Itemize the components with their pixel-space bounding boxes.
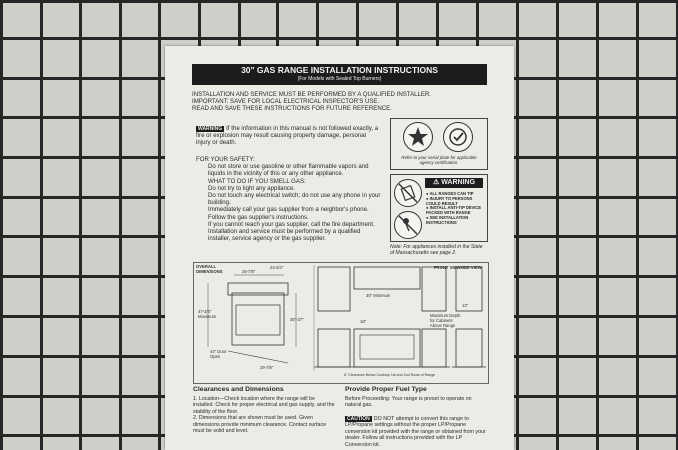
page-subtitle: (For Models with Sealed Top Burners) (297, 76, 382, 82)
safety-item: WHAT TO DO IF YOU SMELL GAS: (208, 177, 306, 185)
safety-item: Do not store or use gasoline or other flammable vapors and liquids in the vicinity of this or any other appliance. (208, 163, 369, 178)
clearance-item: 2. Dimensions that are shown must be used. Given dimensions provide minimum clearance. Contact surface must be solid and level. (193, 415, 327, 435)
tip-item: ● INJURY TO PERSONS COULD RESULT (426, 195, 473, 206)
fuel-text: Before Proceeding: Your range is preset to operate on natural gas. (345, 396, 472, 409)
grid-line-horizontal (0, 37, 678, 40)
overall-label: OVERALL DIMENSIONS (196, 264, 223, 274)
safety-heading: FOR YOUR SAFETY: (196, 156, 255, 163)
diagram-footnote: 6" Clearance Below Cooktop 1st and 2nd Rows of Range (344, 373, 436, 377)
tip-item-text: SEE INSTALLATION INSTRUCTIONS (426, 214, 469, 225)
safety-item: Do not touch any electrical switch; do not use any phone in your building. (208, 192, 381, 207)
warning-label: WARNING (198, 126, 223, 132)
safety-item: Immediately call your gas supplier from a neighbor's phone. Follow the gas supplier's instructions. (208, 206, 369, 221)
grid-line-vertical (40, 0, 43, 450)
dim-label: 29-7/8" (260, 365, 274, 370)
tip-list (426, 192, 486, 226)
page-title: 30" GAS RANGE INSTALLATION INSTRUCTIONS (241, 65, 438, 75)
grid-line-vertical (516, 0, 519, 450)
safety-item: If you cannot reach your gas supplier, call the fire department. (208, 220, 375, 228)
dim-label: 18" (360, 319, 367, 324)
warning-block (196, 125, 381, 147)
caution-text: DO NOT attempt to convert this range to LP/Propane settings without the proper LP/Propane conversion kit provided with the range or obtained from your dealer. Follow all instructions provided with the LP Conversion kit. (345, 416, 486, 448)
clearances-heading: Clearances and Dimensions (193, 386, 284, 393)
star-seal-icon (403, 122, 433, 152)
safety-item: Installation and service must be performed by a qualified installer, service agency or the gas supplier. (208, 228, 361, 243)
tip-item: ● INSTALL ANTI-TIP DEVICE PACKED WITH RANGE (426, 205, 482, 216)
massachusetts-note: Note: For appliances installed in the State of Massachusetts see page 2. (390, 244, 483, 256)
safety-block (196, 156, 381, 242)
dim-label: 30" Minimum (366, 293, 391, 298)
tip-warning-box (390, 174, 488, 242)
tip-warning-label: ⚠ WARNING (425, 178, 483, 188)
certification-box (390, 118, 488, 170)
dim-label: 23-3/4" (270, 265, 284, 270)
grid-line-vertical (596, 0, 599, 450)
tip-icon (394, 179, 422, 207)
title-banner (192, 64, 487, 85)
intro-line: INSTALLATION AND SERVICE MUST BE PERFORMED BY A QUALIFIED INSTALLER. (192, 91, 432, 98)
clearance-item-text: Location—Check location where the range will be installed. Check for proper electrical and gas supply, and the stability of the floor. (193, 396, 335, 415)
safety-item: Do not try to light any appliance. (208, 184, 296, 192)
grid-line-vertical (0, 0, 3, 450)
grid-line-horizontal (0, 0, 678, 3)
dim-label: Maximum Depth for Cabinets Above Range (430, 313, 461, 328)
grid-line-vertical (79, 0, 82, 450)
caution-label: CAUTION (347, 416, 370, 422)
intro-line: READ AND SAVE THESE INSTRUCTIONS FOR FUTURE REFERENCE. (192, 105, 392, 113)
grid-line-vertical (158, 0, 161, 450)
side-view-label: SIDE VIEW (460, 265, 482, 270)
tip-item: ● ALL RANGES CAN TIP (426, 191, 474, 196)
dim-label: 44" Door Open (210, 349, 227, 359)
dimensions-diagram (193, 262, 489, 384)
tip-item-text: INSTALL ANTI-TIP DEVICE PACKED WITH RANGE (426, 205, 482, 216)
tip-item: ● SEE INSTALLATION INSTRUCTIONS (426, 214, 469, 225)
caution-block (345, 416, 487, 448)
clearance-item-text: Dimensions that are shown must be used. Given dimensions provide minimum clearance. Contact surface must be solid and level. (193, 415, 327, 435)
cert-seal-icon (443, 122, 473, 152)
cert-note: Refer to your serial plate for applicable agency certification. (401, 155, 477, 165)
intro-line: IMPORTANT: SAVE FOR LOCAL ELECTRICAL INSPECTOR'S USE. (192, 98, 380, 106)
clearance-item: 1. Location—Check location where the range will be installed. Check for proper electrical and gas supply, and the stability of the floor. (193, 396, 335, 415)
grid-line-vertical (556, 0, 559, 450)
tip-warning-text: WARNING (441, 179, 476, 186)
dim-label: 47-3/4" Maximum (198, 309, 217, 319)
warning-text: If the information in this manual is not followed exactly, a fire or explosion may result causing property damage, personal injury or death. (196, 125, 379, 147)
dim-label: 36"-37" (290, 317, 304, 322)
tip-item-text: ALL RANGES CAN TIP (429, 191, 474, 196)
tip-item-text: INJURY TO PERSONS COULD RESULT (426, 195, 473, 206)
grid-line-vertical (636, 0, 639, 450)
grid-line-vertical (119, 0, 122, 450)
clearances-list (193, 396, 335, 434)
intro-block (192, 91, 492, 113)
fuel-heading: Provide Proper Fuel Type (345, 386, 427, 393)
dim-label: 26-7/8" (242, 269, 256, 274)
instruction-sheet (165, 46, 514, 450)
child-tip-icon (394, 211, 422, 239)
front-view-label: FRONT VIEW (434, 265, 461, 270)
dim-label: 13" (462, 303, 469, 308)
